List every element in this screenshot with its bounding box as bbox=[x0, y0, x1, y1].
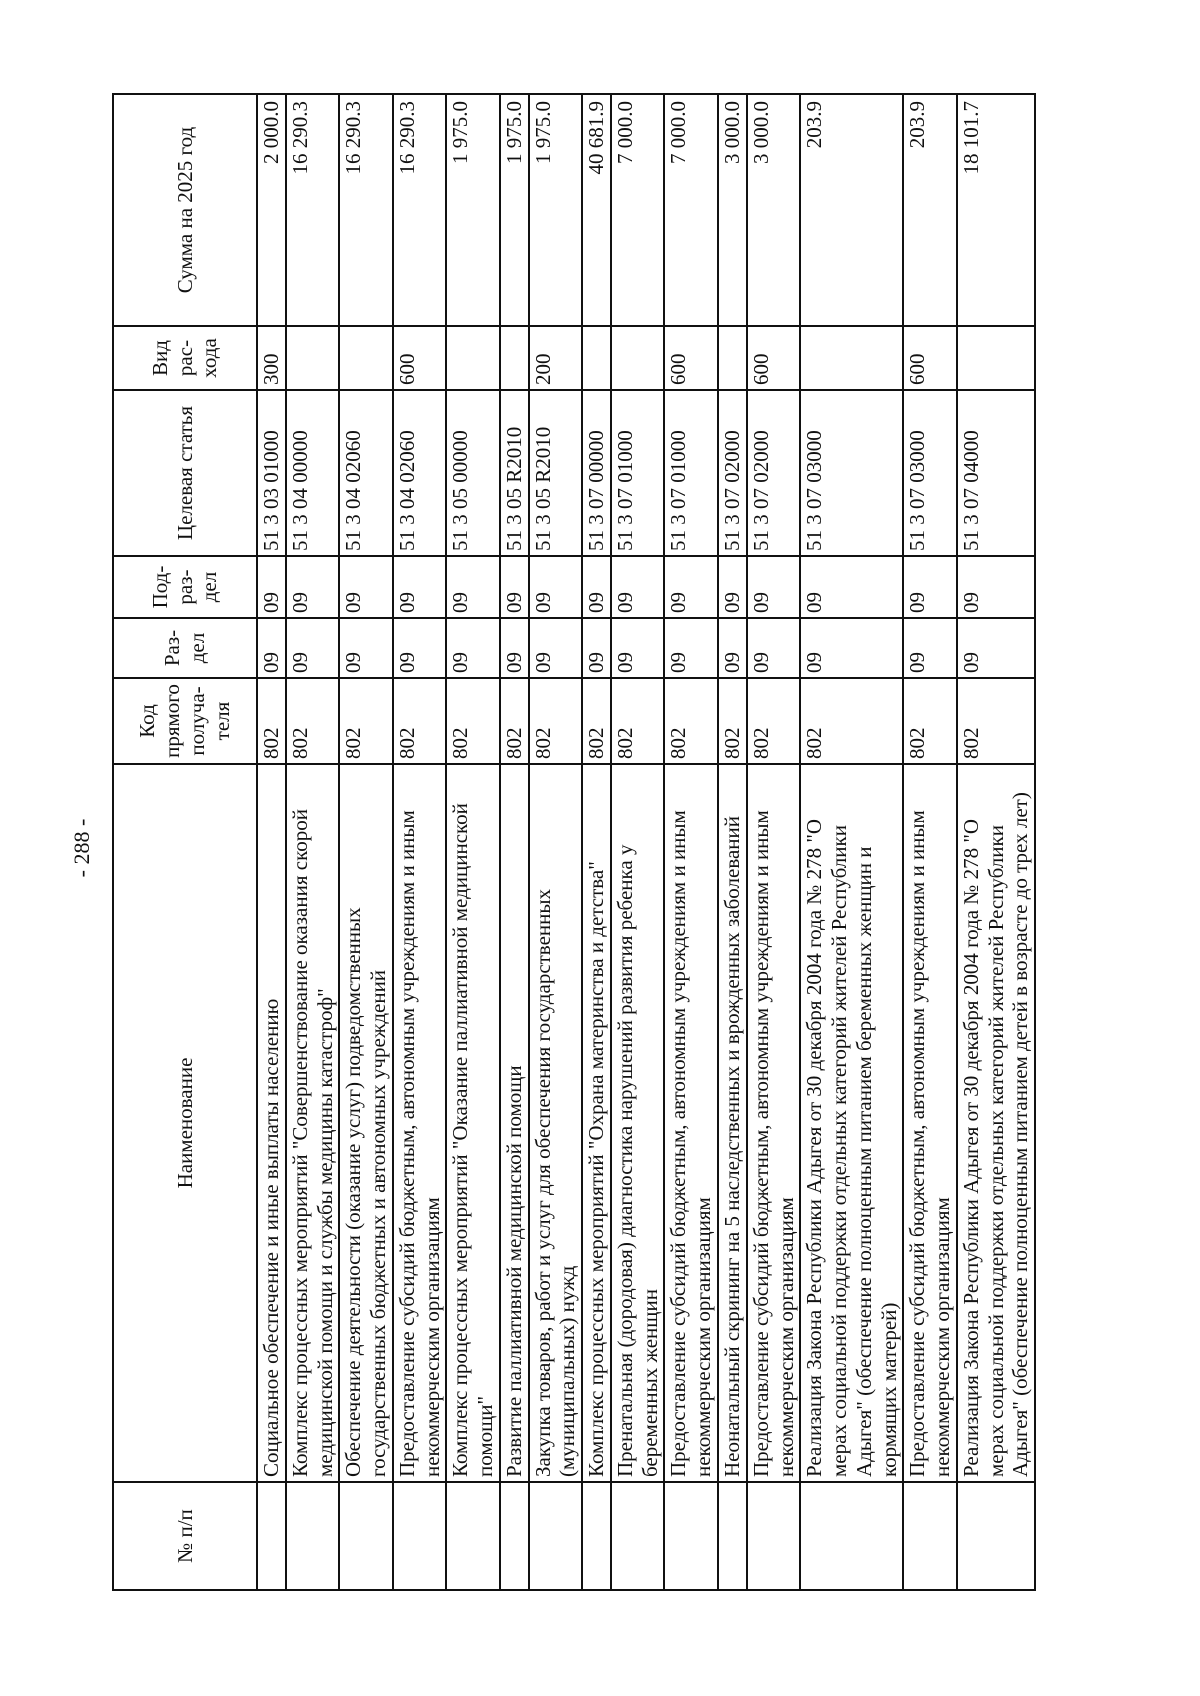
cell-name: Закупка товаров, работ и услуг для обеспечения государственных (муниципальных) нужд bbox=[529, 764, 583, 1482]
cell-name: Комплекс процессных мероприятий "Оказание паллиативной медицинской помощи" bbox=[446, 764, 500, 1482]
cell-name: Предоставление субсидий бюджетным, автономным учреждениям и иным некоммерческим организациям bbox=[393, 764, 447, 1482]
cell-amount: 16 290.3 bbox=[339, 94, 393, 326]
cell-section: 09 bbox=[582, 618, 611, 678]
cell-number bbox=[747, 1482, 801, 1590]
cell-amount: 18 101.7 bbox=[957, 94, 1035, 326]
cell-number bbox=[718, 1482, 747, 1590]
cell-target-article: 51 3 04 02060 bbox=[393, 390, 447, 556]
table-row bbox=[582, 94, 611, 1590]
cell-subsection: 09 bbox=[500, 556, 529, 618]
cell-recipient-code: 802 bbox=[286, 678, 340, 764]
cell-target-article: 51 3 07 01000 bbox=[664, 390, 718, 556]
header-section: Раз-дел bbox=[113, 618, 257, 678]
cell-recipient-code: 802 bbox=[446, 678, 500, 764]
cell-recipient-code: 802 bbox=[903, 678, 957, 764]
cell-section: 09 bbox=[339, 618, 393, 678]
cell-amount: 203.9 bbox=[800, 94, 903, 326]
cell-recipient-code: 802 bbox=[957, 678, 1035, 764]
cell-amount: 16 290.3 bbox=[286, 94, 340, 326]
cell-target-article: 51 3 04 00000 bbox=[286, 390, 340, 556]
cell-expense-type bbox=[800, 326, 903, 390]
cell-subsection: 09 bbox=[611, 556, 665, 618]
cell-recipient-code: 802 bbox=[747, 678, 801, 764]
cell-section: 09 bbox=[664, 618, 718, 678]
cell-subsection: 09 bbox=[664, 556, 718, 618]
cell-expense-type bbox=[718, 326, 747, 390]
table-row bbox=[800, 94, 903, 1590]
cell-recipient-code: 802 bbox=[529, 678, 583, 764]
cell-number bbox=[529, 1482, 583, 1590]
cell-expense-type: 600 bbox=[903, 326, 957, 390]
cell-expense-type: 200 bbox=[529, 326, 583, 390]
cell-subsection: 09 bbox=[393, 556, 447, 618]
header-recipient-code: Код прямого получа-теля bbox=[113, 678, 257, 764]
cell-subsection: 09 bbox=[286, 556, 340, 618]
cell-name: Комплекс процессных мероприятий "Совершенствование оказания скорой медицинской помощи и службы медицины катастроф" bbox=[286, 764, 340, 1482]
table-row bbox=[664, 94, 718, 1590]
header-amount-2025: Сумма на 2025 год bbox=[113, 94, 257, 326]
cell-number bbox=[664, 1482, 718, 1590]
cell-name: Предоставление субсидий бюджетным, автономным учреждениям и иным некоммерческим организациям bbox=[903, 764, 957, 1482]
cell-amount: 3 000.0 bbox=[747, 94, 801, 326]
table-row bbox=[957, 94, 1035, 1590]
cell-expense-type bbox=[500, 326, 529, 390]
table-row bbox=[446, 94, 500, 1590]
cell-target-article: 51 3 07 03000 bbox=[800, 390, 903, 556]
cell-expense-type bbox=[339, 326, 393, 390]
cell-number bbox=[611, 1482, 665, 1590]
cell-subsection: 09 bbox=[747, 556, 801, 618]
cell-subsection: 09 bbox=[582, 556, 611, 618]
cell-amount: 7 000.0 bbox=[611, 94, 665, 326]
cell-target-article: 51 3 05 R2010 bbox=[529, 390, 583, 556]
cell-name: Обеспечение деятельности (оказание услуг) подведомственных государственных бюджетных и автономных учреждений bbox=[339, 764, 393, 1482]
cell-recipient-code: 802 bbox=[611, 678, 665, 764]
cell-expense-type bbox=[446, 326, 500, 390]
cell-amount: 40 681.9 bbox=[582, 94, 611, 326]
cell-section: 09 bbox=[446, 618, 500, 678]
cell-expense-type: 300 bbox=[257, 326, 286, 390]
table-row bbox=[903, 94, 957, 1590]
cell-subsection: 09 bbox=[257, 556, 286, 618]
cell-name: Развитие паллиативной медицинской помощи bbox=[500, 764, 529, 1482]
cell-section: 09 bbox=[286, 618, 340, 678]
cell-expense-type bbox=[611, 326, 665, 390]
cell-name: Социальное обеспечение и иные выплаты населению bbox=[257, 764, 286, 1482]
header-number: № п/п bbox=[113, 1482, 257, 1590]
cell-subsection: 09 bbox=[957, 556, 1035, 618]
table-header-row bbox=[113, 94, 257, 1590]
cell-subsection: 09 bbox=[339, 556, 393, 618]
cell-section: 09 bbox=[529, 618, 583, 678]
cell-number bbox=[257, 1482, 286, 1590]
cell-target-article: 51 3 04 02060 bbox=[339, 390, 393, 556]
cell-amount: 3 000.0 bbox=[718, 94, 747, 326]
table-row bbox=[611, 94, 665, 1590]
cell-amount: 2 000.0 bbox=[257, 94, 286, 326]
cell-name: Предоставление субсидий бюджетным, автономным учреждениям и иным некоммерческим организациям bbox=[747, 764, 801, 1482]
cell-amount: 16 290.3 bbox=[393, 94, 447, 326]
cell-target-article: 51 3 07 02000 bbox=[747, 390, 801, 556]
cell-section: 09 bbox=[903, 618, 957, 678]
cell-recipient-code: 802 bbox=[718, 678, 747, 764]
cell-name: Комплекс процессных мероприятий "Охрана материнства и детства" bbox=[582, 764, 611, 1482]
cell-subsection: 09 bbox=[718, 556, 747, 618]
cell-recipient-code: 802 bbox=[582, 678, 611, 764]
cell-number bbox=[800, 1482, 903, 1590]
cell-subsection: 09 bbox=[800, 556, 903, 618]
cell-section: 09 bbox=[800, 618, 903, 678]
cell-name: Реализация Закона Республики Адыгея от 30 декабря 2004 года № 278 "О мерах социальной поддержки отдельных категорий жителей Республики Адыгея" (обеспечение полноценным питанием детей в возрасте до трех лет) bbox=[957, 764, 1035, 1482]
cell-recipient-code: 802 bbox=[500, 678, 529, 764]
cell-target-article: 51 3 05 00000 bbox=[446, 390, 500, 556]
cell-name: Реализация Закона Республики Адыгея от 30 декабря 2004 года № 278 "О мерах социальной поддержки отдельных категорий жителей Республики Адыгея" (обеспечение полноценным питанием беременных женщин и кормящих матерей) bbox=[800, 764, 903, 1482]
cell-subsection: 09 bbox=[529, 556, 583, 618]
budget-table bbox=[112, 93, 1036, 1591]
cell-expense-type bbox=[957, 326, 1035, 390]
cell-target-article: 51 3 03 01000 bbox=[257, 390, 286, 556]
cell-expense-type: 600 bbox=[747, 326, 801, 390]
cell-target-article: 51 3 07 01000 bbox=[611, 390, 665, 556]
cell-expense-type bbox=[582, 326, 611, 390]
header-expense-type: Вид рас-хода bbox=[113, 326, 257, 390]
cell-expense-type: 600 bbox=[664, 326, 718, 390]
cell-section: 09 bbox=[611, 618, 665, 678]
table-row bbox=[286, 94, 340, 1590]
table-row bbox=[339, 94, 393, 1590]
cell-recipient-code: 802 bbox=[339, 678, 393, 764]
cell-target-article: 51 3 07 03000 bbox=[903, 390, 957, 556]
cell-subsection: 09 bbox=[903, 556, 957, 618]
cell-number bbox=[500, 1482, 529, 1590]
table-row bbox=[718, 94, 747, 1590]
cell-number bbox=[446, 1482, 500, 1590]
cell-target-article: 51 3 07 00000 bbox=[582, 390, 611, 556]
table-row bbox=[393, 94, 447, 1590]
cell-number bbox=[393, 1482, 447, 1590]
cell-number bbox=[957, 1482, 1035, 1590]
cell-recipient-code: 802 bbox=[664, 678, 718, 764]
cell-target-article: 51 3 07 02000 bbox=[718, 390, 747, 556]
cell-section: 09 bbox=[747, 618, 801, 678]
cell-section: 09 bbox=[718, 618, 747, 678]
cell-number bbox=[286, 1482, 340, 1590]
header-name: Наименование bbox=[113, 764, 257, 1482]
cell-number bbox=[582, 1482, 611, 1590]
page-number: - 288 - bbox=[69, 818, 94, 878]
table-body bbox=[257, 94, 1035, 1590]
table-row bbox=[257, 94, 286, 1590]
cell-amount: 1 975.0 bbox=[500, 94, 529, 326]
cell-amount: 1 975.0 bbox=[446, 94, 500, 326]
cell-subsection: 09 bbox=[446, 556, 500, 618]
cell-recipient-code: 802 bbox=[257, 678, 286, 764]
cell-name: Пренатальная (дородовая) диагностика нарушений развития ребенка у беременных женщин bbox=[611, 764, 665, 1482]
cell-expense-type: 600 bbox=[393, 326, 447, 390]
cell-recipient-code: 802 bbox=[393, 678, 447, 764]
cell-target-article: 51 3 05 R2010 bbox=[500, 390, 529, 556]
cell-name: Предоставление субсидий бюджетным, автономным учреждениям и иным некоммерческим организациям bbox=[664, 764, 718, 1482]
table-row bbox=[529, 94, 583, 1590]
cell-amount: 203.9 bbox=[903, 94, 957, 326]
cell-amount: 1 975.0 bbox=[529, 94, 583, 326]
cell-name: Неонатальный скрининг на 5 наследственных и врожденных заболеваний bbox=[718, 764, 747, 1482]
table-row bbox=[500, 94, 529, 1590]
header-target-article: Целевая статья bbox=[113, 390, 257, 556]
cell-recipient-code: 802 bbox=[800, 678, 903, 764]
cell-section: 09 bbox=[957, 618, 1035, 678]
cell-section: 09 bbox=[257, 618, 286, 678]
cell-number bbox=[903, 1482, 957, 1590]
rotated-page-content bbox=[112, 95, 1112, 1591]
cell-amount: 7 000.0 bbox=[664, 94, 718, 326]
cell-section: 09 bbox=[500, 618, 529, 678]
cell-number bbox=[339, 1482, 393, 1590]
cell-section: 09 bbox=[393, 618, 447, 678]
cell-target-article: 51 3 07 04000 bbox=[957, 390, 1035, 556]
table-row bbox=[747, 94, 801, 1590]
cell-expense-type bbox=[286, 326, 340, 390]
header-subsection: Под-раз-дел bbox=[113, 556, 257, 618]
